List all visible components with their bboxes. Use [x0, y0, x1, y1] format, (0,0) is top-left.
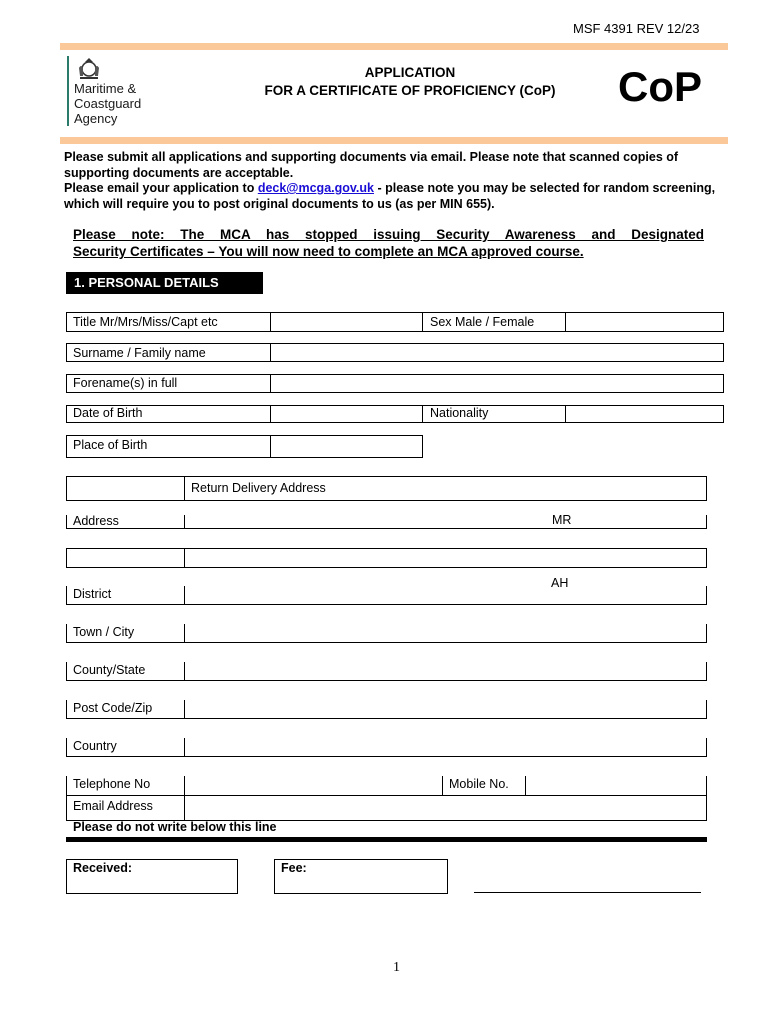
logo-line-1: Maritime & — [74, 81, 137, 96]
nationality-label-cell — [422, 405, 566, 423]
district-left-edge — [66, 586, 67, 605]
do-not-write-notice: Please do not write below this line — [73, 820, 277, 834]
logo-text — [74, 81, 141, 126]
logo-rule — [67, 56, 69, 126]
signature-line — [474, 892, 701, 893]
county-bottom-rule — [66, 680, 707, 681]
address-divider — [184, 515, 185, 529]
return-address-blank-cell — [66, 476, 185, 501]
return-address-label: Return Delivery Address — [191, 481, 326, 495]
telephone-label: Telephone No — [73, 777, 151, 791]
country-divider — [184, 738, 185, 757]
notice-line-2: Security Certificates – You will now need to complete an MCA approved course. — [73, 244, 584, 259]
title-input[interactable] — [270, 312, 423, 332]
received-label: Received: — [73, 861, 133, 875]
office-use-divider — [66, 837, 707, 842]
town-label: Town / City — [73, 625, 135, 639]
header-band-top — [60, 43, 728, 50]
mobile-label: Mobile No. — [449, 777, 509, 791]
county-left-edge — [66, 662, 67, 681]
nationality-input[interactable] — [565, 405, 724, 423]
address-label: Address — [73, 514, 119, 528]
address-left-edge — [66, 515, 67, 529]
dob-label: Date of Birth — [73, 406, 143, 420]
surname-label: Surname / Family name — [73, 346, 206, 360]
postcode-left-edge — [66, 700, 67, 719]
email-link[interactable]: deck@mcga.gov.uk — [257, 181, 374, 195]
intro-line-1: Please submit all applications and supporting documents via email. Please note that scanned copies of supporting documents are acceptable. — [64, 150, 679, 180]
dob-label-cell — [66, 405, 271, 423]
surname-input[interactable] — [270, 343, 724, 362]
pob-label-cell — [66, 435, 271, 458]
cop-badge: CoP — [618, 63, 702, 110]
address-right-edge — [706, 515, 707, 529]
sex-input[interactable] — [565, 312, 724, 332]
intro-line-2 — [64, 181, 744, 212]
county-right-edge — [706, 662, 707, 681]
title-label: Title Mr/Mrs/Miss/Capt etc — [73, 315, 218, 329]
postcode-divider — [184, 700, 185, 719]
surname-label-cell — [66, 343, 271, 362]
town-right-edge — [706, 624, 707, 643]
email-input[interactable] — [184, 795, 707, 821]
district-value[interactable]: AH — [551, 576, 569, 590]
email-label-cell — [66, 795, 185, 821]
section-heading-personal-details: 1. PERSONAL DETAILS — [66, 272, 263, 294]
district-label: District — [73, 587, 112, 601]
country-label: Country — [73, 739, 117, 753]
logo-line-3: Agency — [74, 111, 118, 126]
forenames-label: Forename(s) in full — [73, 376, 178, 390]
title-line-1: APPLICATION — [364, 65, 456, 80]
pob-input[interactable] — [270, 435, 423, 458]
address-value[interactable]: MR — [552, 513, 572, 527]
title-label-cell — [66, 312, 271, 332]
sex-label-cell — [422, 312, 566, 332]
country-right-edge — [706, 738, 707, 757]
header-band-bottom — [60, 137, 728, 144]
fee-box — [274, 859, 448, 894]
email-label: Email Address — [73, 799, 153, 813]
fee-label: Fee: — [281, 861, 307, 875]
notice-line-1: Please note: The MCA has stopped issuing Security Awareness and Designated — [73, 227, 704, 242]
title-line-2: FOR A CERTIFICATE OF PROFICIENCY (CoP) — [264, 83, 556, 98]
district-bottom-rule — [66, 604, 707, 605]
county-divider — [184, 662, 185, 681]
form-title — [160, 64, 660, 100]
country-bottom-rule — [66, 756, 707, 757]
intro-line-2-suffix: - please note you may be selected for random screening, which will require you to post original documents to us (as per MIN 655). — [64, 181, 716, 211]
logo-line-2: Coastguard — [74, 96, 142, 111]
district-divider — [184, 586, 185, 605]
town-bottom-rule — [66, 642, 707, 643]
sex-label: Sex Male / Female — [430, 315, 535, 329]
form-reference: MSF 4391 REV 12/23 — [573, 21, 700, 36]
forenames-input[interactable] — [270, 374, 724, 393]
county-label: County/State — [73, 663, 146, 677]
mca-logo — [64, 56, 174, 130]
address-bottom-rule — [66, 528, 707, 529]
postcode-bottom-rule — [66, 718, 707, 719]
pob-label: Place of Birth — [73, 438, 148, 452]
mobile-input[interactable] — [526, 777, 705, 795]
intro-text — [64, 150, 744, 212]
forenames-label-cell — [66, 374, 271, 393]
telephone-input[interactable] — [185, 777, 441, 795]
intro-line-2-prefix: Please email your application to — [64, 181, 258, 195]
nationality-label: Nationality — [430, 406, 489, 420]
telephone-left-edge — [66, 776, 67, 796]
town-divider — [184, 624, 185, 643]
dob-input[interactable] — [270, 405, 423, 423]
town-left-edge — [66, 624, 67, 643]
page-number: 1 — [393, 960, 400, 975]
postcode-right-edge — [706, 700, 707, 719]
royal-crest-icon — [76, 56, 102, 80]
return-address-cell[interactable] — [184, 476, 707, 501]
country-left-edge — [66, 738, 67, 757]
mobile-left-divider — [442, 776, 443, 796]
postcode-label: Post Code/Zip — [73, 701, 153, 715]
address-line-2-input[interactable] — [184, 548, 707, 568]
address-line-2-label-cell — [66, 548, 185, 568]
received-box — [66, 859, 238, 894]
district-right-edge — [706, 586, 707, 605]
telephone-right-edge — [706, 776, 707, 796]
